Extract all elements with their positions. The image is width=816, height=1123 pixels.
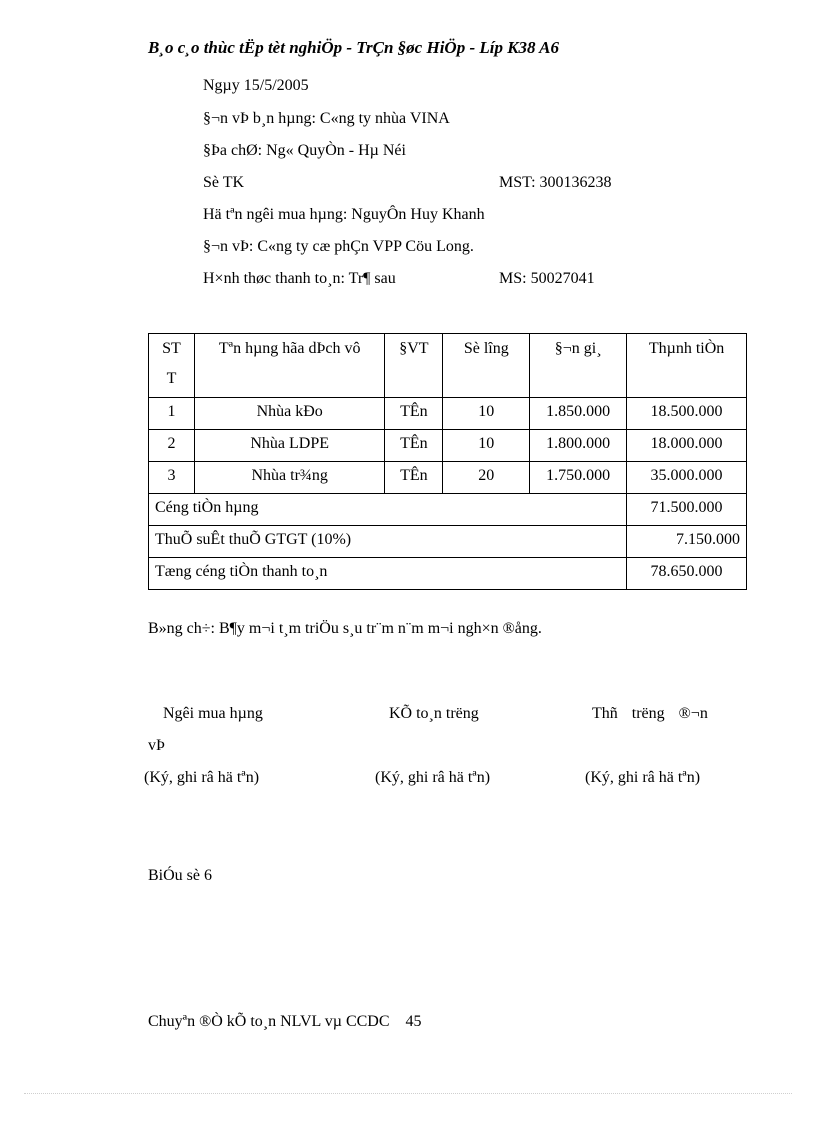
seller-address: §Þa chØ: Ng« QuyÒn - Hµ Néi	[203, 142, 406, 159]
cell-unit: TÊn	[385, 398, 443, 430]
cell-quantity: 20	[443, 462, 530, 494]
cell-item-name: Nhùa LDPE	[194, 430, 385, 462]
cell-item-name: Nhùa kÐo	[194, 398, 385, 430]
cell-amount: 18.000.000	[627, 430, 747, 462]
amount-in-words: B»ng ch÷: B¶y m¬i t¸m triÖu s¸u tr¨m n¨m m¬i ngh×n ®ång.	[148, 620, 542, 637]
invoice-table	[148, 333, 747, 590]
cell-unit: TÊn	[385, 462, 443, 494]
cell-quantity: 10	[443, 398, 530, 430]
total-value: 78.650.000	[627, 558, 747, 590]
total-row	[149, 558, 747, 590]
cell-unit-price: 1.850.000	[530, 398, 627, 430]
buyer-unit: §¬n vÞ: C«ng ty cæ phÇn VPP Cöu Long.	[203, 238, 474, 255]
signature-buyer-note: (Ký, ghi râ hä tªn)	[144, 769, 260, 786]
signature-head-note: (Ký, ghi râ hä tªn)	[585, 769, 701, 786]
header-item-name: Tªn hµng hãa dÞch vô	[194, 334, 385, 398]
cell-quantity: 10	[443, 430, 530, 462]
account-number: Sè TK	[203, 174, 245, 191]
cell-stt: 2	[149, 430, 195, 462]
payment-method: H×nh thøc thanh to¸n: Tr¶ sau	[203, 270, 396, 287]
header-unit: §VT	[385, 334, 443, 398]
table-row	[149, 398, 747, 430]
table-row	[149, 462, 747, 494]
signature-accountant-note: (Ký, ghi râ hä tªn)	[375, 769, 491, 786]
cell-amount: 35.000.000	[627, 462, 747, 494]
cell-item-name: Nhùa tr¾ng	[194, 462, 385, 494]
cell-stt: 3	[149, 462, 195, 494]
header-quantity: Sè lîng	[443, 334, 530, 398]
seller-unit: §¬n vÞ b¸n hµng: C«ng ty nhùa VINA	[203, 110, 450, 127]
page-divider	[24, 1093, 792, 1094]
report-header: B¸o c¸o thùc tËp tèt nghiÖp - TrÇn §øc HiÖp - Líp K38 A6	[148, 38, 560, 57]
header-stt: ST T	[149, 334, 195, 398]
table-row	[149, 430, 747, 462]
form-code: MS: 50027041	[499, 270, 595, 287]
vat-value: 7.150.000	[627, 526, 747, 558]
table-header-row	[149, 334, 747, 398]
cell-unit: TÊn	[385, 430, 443, 462]
page-footer: Chuyªn ®Ò kÕ to¸n NLVL vµ CCDC 45	[148, 1013, 422, 1030]
buyer-name: Hä tªn ngêi mua hµng: NguyÔn Huy Khanh	[203, 206, 485, 223]
signature-buyer-title: Ngêi mua hµng	[163, 705, 263, 722]
subtotal-label: Céng tiÒn hµng	[149, 494, 627, 526]
signature-accountant-title: KÕ to¸n trëng	[389, 705, 479, 722]
vat-label: ThuÕ suÊt thuÕ GTGT (10%)	[149, 526, 627, 558]
subtotal-value: 71.500.000	[627, 494, 747, 526]
signature-head-title: Thñ trëng ®¬n	[592, 705, 708, 722]
cell-amount: 18.500.000	[627, 398, 747, 430]
signature-head-title-cont: vÞ	[148, 737, 165, 754]
header-amount: Thµnh tiÒn	[627, 334, 747, 398]
vat-row	[149, 526, 747, 558]
cell-unit-price: 1.800.000	[530, 430, 627, 462]
invoice-date: Ngµy 15/5/2005	[203, 77, 309, 94]
form-label: BiÓu sè 6	[148, 867, 212, 884]
total-label: Tæng céng tiÒn thanh to¸n	[149, 558, 627, 590]
subtotal-row	[149, 494, 747, 526]
header-unit-price: §¬n gi¸	[530, 334, 627, 398]
cell-stt: 1	[149, 398, 195, 430]
cell-unit-price: 1.750.000	[530, 462, 627, 494]
tax-code: MST: 300136238	[499, 174, 612, 191]
